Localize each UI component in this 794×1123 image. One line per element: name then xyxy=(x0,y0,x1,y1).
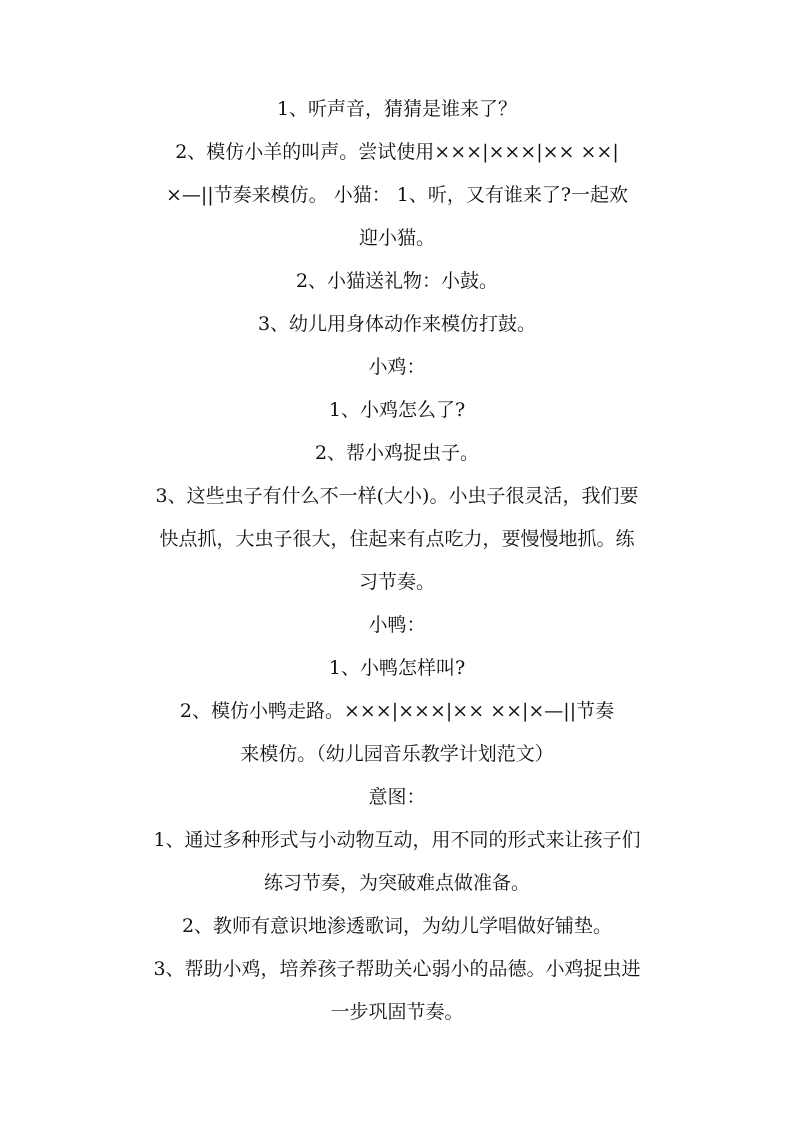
text-line: 一步巩固节奏。 xyxy=(330,1001,464,1023)
text-line: 快点抓，大虫子很大，住起来有点吃力，要慢慢地抓。练 xyxy=(159,528,635,550)
text-line: 习节奏。 xyxy=(358,571,435,593)
section-heading-chick: 小鸡： xyxy=(368,356,426,378)
section-heading-intent: 意图： xyxy=(368,786,426,808)
text-line: 迎小猫。 xyxy=(358,227,435,249)
text-line: 1、小鸭怎样叫? xyxy=(328,657,466,679)
text-line: 3、幼儿用身体动作来模仿打鼓。 xyxy=(257,313,537,335)
text-line: 3、这些虫子有什么不一样(大小)。小虫子很灵活，我们要 xyxy=(155,485,639,507)
document-body xyxy=(126,88,668,1034)
text-line: 1、听声音，猜猜是谁来了？ xyxy=(276,98,518,120)
text-line: 2、小猫送礼物：小鼓。 xyxy=(295,270,499,292)
text-line: 3、帮助小鸡，培养孩子帮助关心弱小的品德。小鸡捉虫进 xyxy=(153,958,641,980)
text-line: 练习节奏，为突破难点做准备。 xyxy=(263,872,530,894)
text-line: 2、帮小鸡捉虫子。 xyxy=(314,442,480,464)
text-line: 2、教师有意识地渗透歌词，为幼儿学唱做好铺垫。 xyxy=(181,915,613,937)
section-heading-duckling: 小鸭： xyxy=(368,614,426,636)
text-line: 来模仿。（幼儿园音乐教学计划范文） xyxy=(240,743,554,765)
text-line: ×—||节奏来模仿。 小猫： 1、听，又有谁来了?一起欢 xyxy=(165,184,629,206)
text-line: 2、模仿小鸭走路。×××|×××|×× ××|×—||节奏 xyxy=(179,700,615,722)
text-line: 1、通过多种形式与小动物互动，用不同的形式来让孩子们 xyxy=(153,829,641,851)
text-line: 2、模仿小羊的叫声。尝试使用×××|×××|×× ××| xyxy=(175,141,619,163)
text-line: 1、小鸡怎么了? xyxy=(328,399,466,421)
